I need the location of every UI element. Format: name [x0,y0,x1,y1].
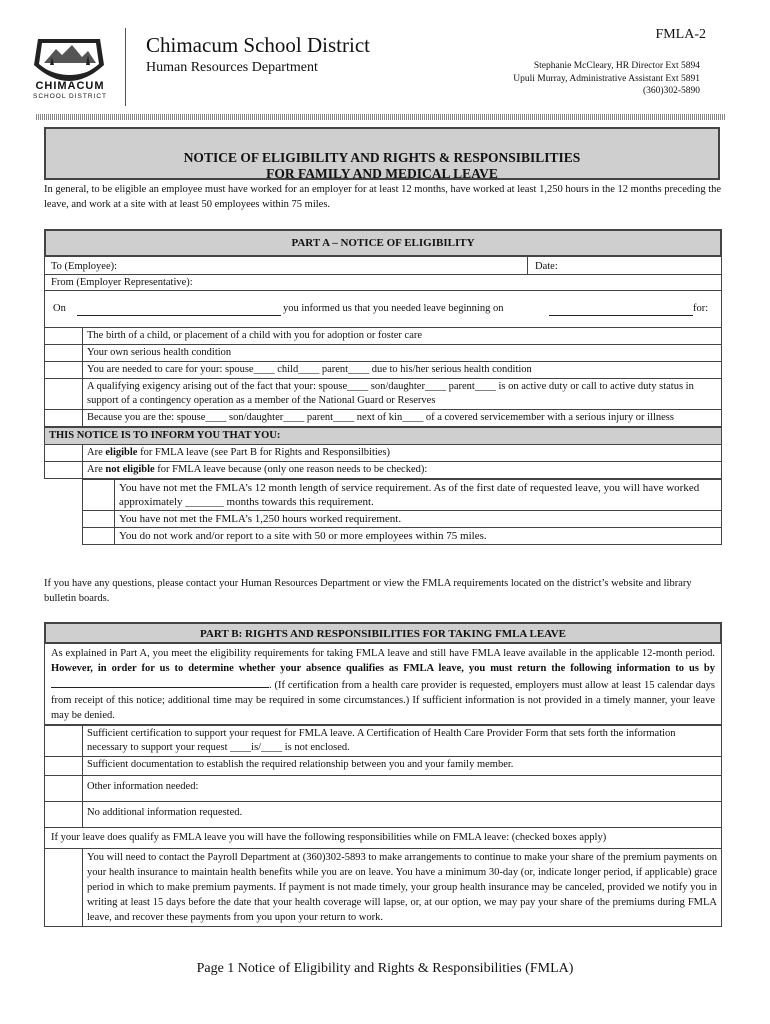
reason-text: Your own serious health condition [83,345,722,362]
date-divider [527,257,528,274]
part-a-heading: PART A – NOTICE OF ELIGIBILITY [44,229,722,257]
table-row [45,462,722,479]
eligible-text [83,445,722,462]
reason-text: Because you are the: spouse____ son/daughter____ parent____ next of kin____ of a covered servicemember with a serious injury or illness [83,410,722,428]
eligible-checkbox[interactable] [45,445,83,462]
on-label: On [53,303,66,314]
table-row [45,828,722,849]
leave-start-date-field[interactable] [549,302,693,316]
table-row [45,379,722,410]
title-line-1: NOTICE OF ELIGIBILITY AND RIGHTS & RESPONSIBILITIES [183,150,581,165]
not-eligible-bold: not eligible [105,464,155,475]
info-text: Sufficient documentation to establish the required relationship between you and your family member. [83,757,722,776]
eligible-pre: Are [87,447,103,458]
table-row [45,802,722,828]
info-checkbox[interactable] [45,757,83,776]
contact-phone: (360)302-5890 [643,86,700,96]
page-footer: Page 1 Notice of Eligibility and Rights & Responsibilities (FMLA) [196,961,574,976]
table-row [83,511,722,528]
reason-checkbox[interactable] [45,410,83,428]
title-line-2: FOR FAMILY AND MEDICAL LEAVE [266,166,498,181]
info-text: Other information needed: [83,776,722,802]
reason-text: You are needed to care for your: spouse____ child____ parent____ due to his/her serious health condition [83,362,722,379]
not-reason-text: You have not met the FMLA’s 1,250 hours worked requirement. [115,511,722,528]
not-reason-text: You have not met the FMLA’s 12 month length of service requirement. As of the first date of requested leave, you will have worked approximately _______ months towards this requirement. [115,480,722,511]
table-row [45,445,722,462]
required-info-table [44,725,722,927]
header-divider [125,28,126,106]
not-eligible-pre: Are [87,464,103,475]
not-eligible-post: for FMLA leave because (only one reason needs to be checked): [157,464,428,475]
eligible-bold: eligible [105,447,138,458]
table-row [45,345,722,362]
table-row [45,726,722,757]
request-date-field[interactable] [77,302,281,316]
for-label: for: [693,303,709,314]
part-b-para-bold: However, in order for us to determine whether your absence qualifies as FMLA leave, you must return the following information to us by [51,663,715,674]
part-b-section [44,622,722,927]
not-eligible-checkbox[interactable] [45,462,83,479]
row-divider [45,274,721,275]
form-title [44,127,720,180]
logo-wordmark: CHIMACUM [35,80,105,92]
part-a-section [44,229,722,545]
not-eligible-text [83,462,722,479]
table-row [45,776,722,802]
header-rule [36,114,726,120]
table-row [45,849,722,927]
info-text: Sufficient certification to support your request for FMLA leave. A Certification of Health Care Provider Form that sets forth the information necessary to support your request ____is/____ is not enclosed. [83,726,722,757]
not-reason-text: You do not work and/or report to a site with 50 or more employees within 75 miles. [115,528,722,545]
informed-text: you informed us that you needed leave beginning on [283,303,504,314]
contact-hr-director: Stephanie McCleary, HR Director Ext 5894 [533,61,700,71]
leave-request-line [44,291,722,327]
inform-heading: THIS NOTICE IS TO INFORM YOU THAT YOU: [45,427,722,445]
not-reason-checkbox[interactable] [83,528,115,545]
table-row [45,427,722,445]
form-id: FMLA-2 [655,27,706,42]
table-row [45,362,722,379]
table-row [45,328,722,345]
contact-block [513,60,700,98]
to-employee-label: To (Employee): [51,261,118,272]
eligibility-intro: In general, to be eligible an employee must have worked for an employer for at least 12 months, have worked at least 1,250 hours in the 12 months preceding the leave, and work at a site with at least 50 employees within 75 miles. [44,184,722,210]
part-b-para-1: As explained in Part A, you meet the eligibility requirements for taking FMLA leave and still have FMLA leave available in the applicable 12-month period. [51,648,715,659]
leave-reasons-table [44,327,722,479]
district-name: Chimacum School District [146,33,370,57]
part-b-para-2: . (If certification from a health care provider is requested, employers must allow at least 15 calendar days from receipt of this notice; additional time may be required in some circumstances.) If sufficient information is not provided in a timely manner, your leave may be denied. [51,680,715,721]
not-reason-checkbox[interactable] [83,511,115,528]
reason-text: A qualifying exigency arising out of the fact that your: spouse____ son/daughter____ parent____ is on active duty or call to active duty status in support of a contingency operation as a member of the National Guard or Reserves [83,379,722,410]
reason-checkbox[interactable] [45,345,83,362]
from-employer-label: From (Employer Representative): [51,277,193,288]
reason-checkbox[interactable] [45,362,83,379]
info-text: No additional information requested. [83,802,722,828]
reason-text: The birth of a child, or placement of a child with you for adoption or foster care [83,328,722,345]
info-checkbox[interactable] [45,802,83,828]
eligible-post: for FMLA leave (see Part B for Rights and Responsilbities) [140,447,391,458]
logo-subtitle: SCHOOL DISTRICT [33,93,107,100]
ineligibility-reasons-table [82,479,722,545]
responsibilities-intro: If your leave does qualify as FMLA leave you will have the following responsibilities while on FMLA leave: (checked boxes apply) [45,828,722,849]
department-name: Human Resources Department [146,60,318,75]
table-row [45,757,722,776]
reason-checkbox[interactable] [45,328,83,345]
return-by-date-field[interactable] [51,676,269,688]
info-checkbox[interactable] [45,726,83,757]
questions-note: If you have any questions, please contact your Human Resources Department or view the FMLA requirements located on the district’s website and library bulletin boards. [44,578,692,604]
table-row [83,528,722,545]
employee-fields [44,257,722,291]
part-b-paragraph [44,644,722,725]
table-row [45,410,722,428]
payroll-text: You will need to contact the Payroll Department at (360)302-5893 to make arrangements to continue to make your share of the premium payments on your health insurance to maintain health benefits while you are on leave. You have a minimum 30-day (or, indicate longer period, if applicable) grace period in which to make premium payments. If payment is not made timely, your group health insurance may be canceled, provided we notify you in writing at least 15 days before the date that your health coverage will lapse, or, at our option, we may pay your share of the premiums during FMLA leave, and recover these payments from you upon your return to work. [83,849,722,927]
date-label: Date: [535,261,558,272]
part-b-heading: PART B: RIGHTS AND RESPONSIBILITIES FOR TAKING FMLA LEAVE [44,622,722,644]
reason-checkbox[interactable] [45,379,83,410]
payroll-checkbox[interactable] [45,849,83,927]
not-reason-checkbox[interactable] [83,480,115,511]
info-checkbox[interactable] [45,776,83,802]
contact-admin-assistant: Upuli Murray, Administrative Assistant Ext 5891 [513,73,700,84]
table-row [83,480,722,511]
